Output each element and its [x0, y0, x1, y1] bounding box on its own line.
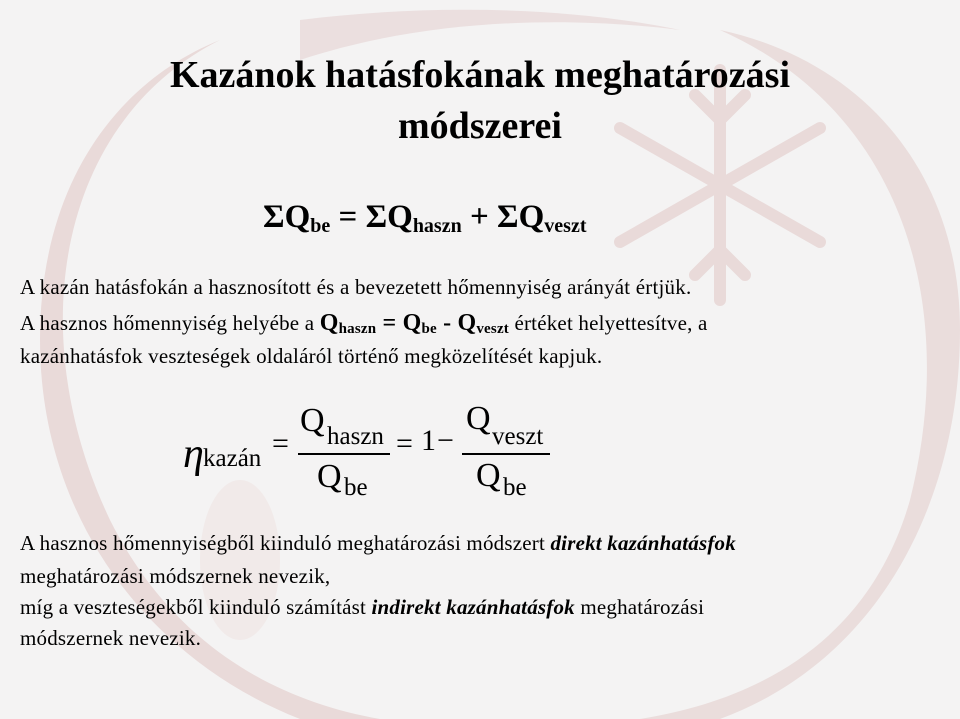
denominator-be: be: [344, 474, 368, 501]
intro-line-2: A hasznos hőmennyiség helyébe a $Q_{haszn} = Q_{be} - Q_{veszt}$ értéket helyettesítve, a: [20, 310, 708, 337]
minus-sign: −: [437, 424, 454, 457]
intro-line-3: kazánhatásfok veszteségek oldaláról történő megközelítését kapjuk.: [20, 344, 603, 368]
equals-sign: =: [396, 427, 413, 460]
numerator-haszn: haszn: [327, 423, 384, 450]
conclusion-line-3: míg a veszteségekből kiinduló számítást indirekt kazánhatásfok meghatározási: [20, 595, 705, 619]
denominator-be: be: [503, 474, 527, 501]
sigma-symbol: Σ: [263, 199, 285, 235]
eta-symbol: η: [183, 431, 204, 477]
energy-balance-equation: $\Sigma Q_{be} = \Sigma Q_{haszn} + \Sigma Q_{veszt}$: [263, 199, 587, 237]
page-title-line-1: Kazánok hatásfokának meghatározási: [169, 54, 791, 96]
one-digit: 1: [421, 424, 436, 457]
conclusion-line-1: A hasznos hőmennyiségből kiinduló meghatározási módszert direkt kazánhatásfok: [20, 531, 736, 555]
equals-sign: =: [272, 427, 289, 460]
efficiency-formula: η kazán = Q haszn Q be = 1 − Q veszt Q be: [0, 0, 960, 719]
page-title-line-2: módszerei: [398, 105, 562, 147]
numerator-veszt: veszt: [492, 423, 544, 450]
fraction-bar: [298, 453, 390, 455]
conclusion-line-4: módszernek nevezik.: [20, 626, 202, 650]
eta-subscript: kazán: [203, 445, 262, 472]
conclusion-line-2: meghatározási módszernek nevezik,: [20, 564, 331, 588]
intro-line-1: A kazán hatásfokán a hasznosított és a bevezetett hőmennyiség arányát értjük.: [20, 275, 692, 299]
fraction-bar: [462, 453, 550, 455]
